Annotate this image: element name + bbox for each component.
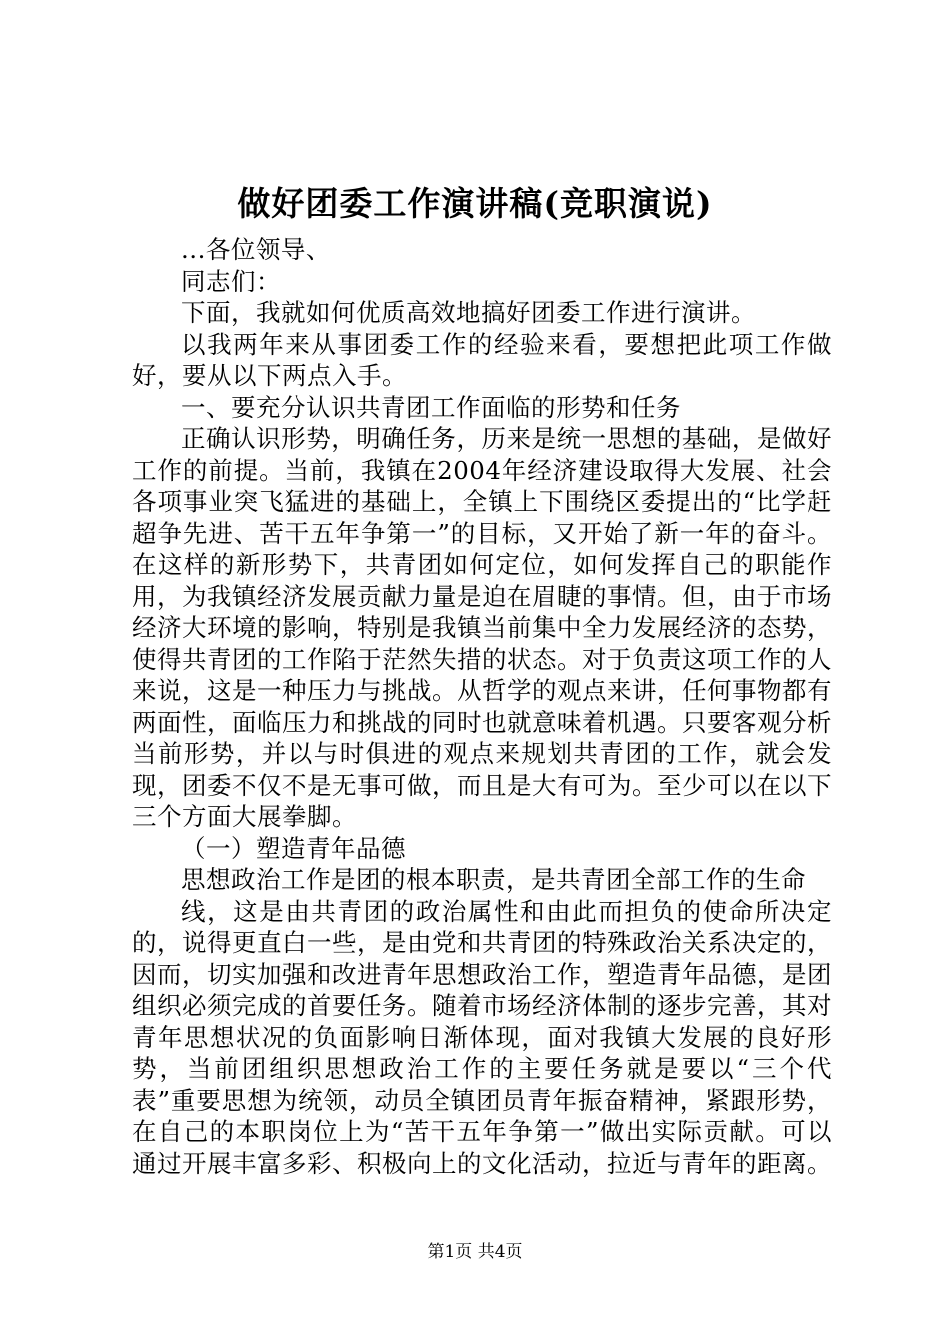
paragraph-experience: 以我两年来从事团委工作的经验来看，要想把此项工作做好，要从以下两点入手。 (132, 329, 832, 390)
paragraph-intro: 下面，我就如何优质高效地搞好团委工作进行演讲。 (181, 298, 756, 327)
page-footer: 第1页 共4页 (427, 1242, 523, 1262)
document-body (132, 234, 832, 1179)
salutation-leaders: ...各位领导、 (181, 235, 331, 264)
salutation-comrades: 同志们： (181, 266, 281, 296)
paragraph-situation: 正确认识形势，明确任务，历来是统一思想的基础，是做好工作的前提。当前，我镇在2004年经济建设取得大发展、社会各项事业突飞猛进的基础上，全镇上下围绕区委提出的“比学赶超争先进、苦干五年争第一”的目标，又开始了新一年的奋斗。在这样的新形势下，共青团如何定位，如何发挥自己的职能作用，为我镇经济发展贡献力量是迫在眉睫的事情。但，由于市场经济大环境的影响，特别是我镇当前集中全力发展经济的态势，使得共青团的工作陷于茫然失措的状态。对于负责这项工作的人来说，这是一种压力与挑战。从哲学的观点来讲，任何事物都有两面性，面临压力和挑战的同时也就意味着机遇。只要客观分析当前形势，并以与时俱进的观点来规划共青团的工作，就会发现，团委不仅不是无事可做，而且是大有可为。至少可以在以下三个方面大展拳脚。 (132, 424, 832, 831)
document-title: 做好团委工作演讲稿(竞职演说) (237, 184, 713, 223)
paragraph-political-work-body: 线，这是由共青团的政治属性和由此而担负的使命所决定的，说得更直白一些，是由党和共青团的特殊政治关系决定的，因而，切实加强和改进青年思想政治工作，塑造青年品德，是团组织必须完成的首要任务。随着市场经济体制的逐步完善，其对青年思想状况的负面影响日渐体现，面对我镇大发展的良好形势，当前团组织思想政治工作的主要任务就是要以“三个代表”重要思想为统领，动员全镇团员青年振奋精神，紧跟形势，在自己的本职岗位上为“苦干五年争第一”做出实际贡献。可以通过开展丰富多彩、积极向上的文化活动，拉近与青年的距离。 (132, 896, 832, 1178)
subsection-heading-1: （一）塑造青年品德 (181, 833, 406, 863)
section-heading-1: 一、要充分认识共青团工作面临的形势和任务 (181, 392, 681, 422)
paragraph-political-work-lead: 思想政治工作是团的根本职责，是共青团全部工作的生命 (181, 865, 806, 894)
